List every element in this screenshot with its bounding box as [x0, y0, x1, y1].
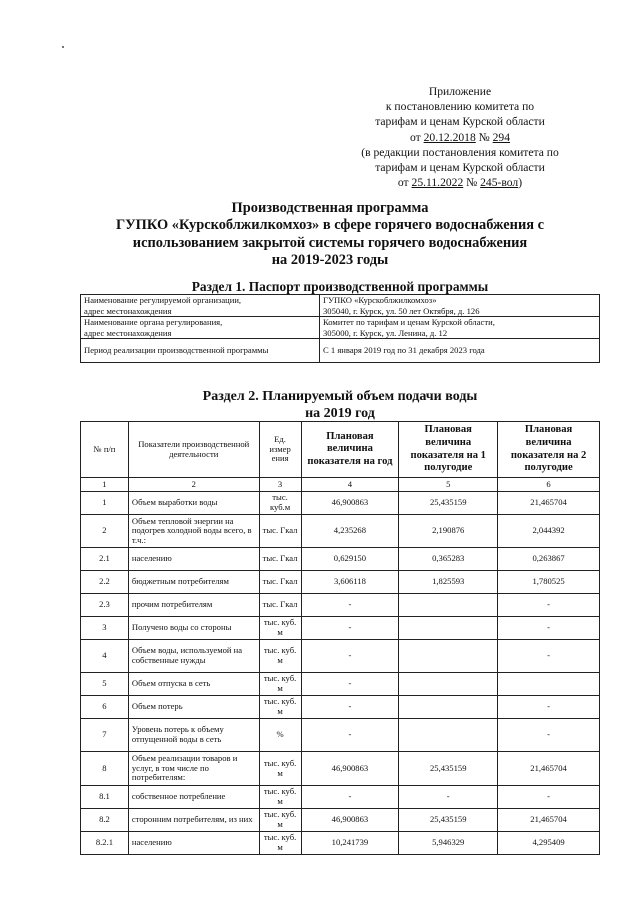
table-row: [81, 640, 600, 673]
col-header-h2: Плановая величина показателя на 2 полугодие: [498, 422, 600, 478]
appendix-line: тарифам и ценам Курской области: [375, 161, 545, 175]
row-indicator: Объем воды, используемой на собственные нужды: [128, 640, 259, 673]
label-line: Наименование регулируемой организации,: [84, 295, 242, 305]
column-index: 5: [399, 478, 498, 492]
passport-value: С 1 января 2019 год по 31 декабря 2023 года: [320, 339, 600, 363]
row-num: 2.1: [81, 548, 129, 571]
row-year: -: [301, 594, 399, 617]
table-row: [81, 786, 600, 809]
row-year: -: [301, 786, 399, 809]
document-title: [70, 200, 590, 270]
row-num: 2: [81, 515, 129, 548]
row-h2: 21,465704: [498, 492, 600, 515]
section2-title-line: на 2019 год: [305, 405, 375, 421]
row-h1: 1,825593: [399, 571, 498, 594]
row-indicator: Объем тепловой энергии на подогрев холодной воды всего, в т.ч.:: [128, 515, 259, 548]
appendix-text: ): [518, 176, 523, 190]
table-row: [81, 515, 600, 548]
resolution-number: 294: [492, 130, 511, 144]
row-h1: [399, 617, 498, 640]
col-header-num: № п/п: [81, 422, 129, 478]
passport-label: Период реализации производственной программы: [81, 339, 320, 363]
passport-label: [81, 295, 320, 317]
column-index: 3: [259, 478, 301, 492]
appendix-line: [330, 175, 590, 190]
row-unit: тыс. куб.м: [259, 492, 301, 515]
column-index: 4: [301, 478, 399, 492]
appendix-line: тарифам и ценам Курской области: [375, 115, 545, 129]
column-index-row: [81, 478, 600, 492]
row-year: -: [301, 719, 399, 752]
appendix-text: №: [463, 176, 481, 190]
row-unit: тыс. куб. м: [259, 640, 301, 673]
appendix-line: к постановлению комитета по: [385, 100, 535, 114]
row-num: 2.3: [81, 594, 129, 617]
row-num: 8.2.1: [81, 832, 129, 855]
row-h1: 5,946329: [399, 832, 498, 855]
section1-title: Раздел 1. Паспорт производственной программы: [191, 279, 489, 294]
row-indicator: населению: [128, 832, 259, 855]
passport-table: [80, 294, 600, 363]
row-h1: 25,435159: [399, 809, 498, 832]
row-h1: 2,190876: [399, 515, 498, 548]
row-h1: [399, 719, 498, 752]
row-h2: 0,263867: [498, 548, 600, 571]
label-line: Наименование органа регулирования,: [84, 317, 223, 327]
passport-row: [81, 339, 600, 363]
row-year: -: [301, 640, 399, 673]
row-unit: тыс. куб. м: [259, 786, 301, 809]
title-line: ГУПКО «Курскоблжилкомхоз» в сфере горячего водоснабжения с: [115, 217, 545, 234]
row-h1: [399, 594, 498, 617]
table-row: [81, 719, 600, 752]
row-indicator: Объем потерь: [128, 696, 259, 719]
row-year: -: [301, 673, 399, 696]
table-row: [81, 617, 600, 640]
row-year: 0,629150: [301, 548, 399, 571]
column-index: 6: [498, 478, 600, 492]
col-header-indicator: Показатели производственной деятельности: [128, 422, 259, 478]
row-num: 1: [81, 492, 129, 515]
title-line: на 2019-2023 годы: [271, 252, 389, 269]
value-line: ГУПКО «Курскоблжилкомхоз»: [323, 295, 437, 305]
row-year: 46,900863: [301, 752, 399, 786]
appendix-text: от: [397, 176, 412, 190]
row-h2: -: [498, 786, 600, 809]
table-row: [81, 492, 600, 515]
row-num: 3: [81, 617, 129, 640]
row-unit: тыс. Гкал: [259, 594, 301, 617]
row-indicator: прочим потребителям: [128, 594, 259, 617]
row-indicator: бюджетным потребителям: [128, 571, 259, 594]
appendix-line: [330, 130, 590, 145]
row-indicator: населению: [128, 548, 259, 571]
title-line: использованием закрытой системы горячего водоснабжения: [132, 234, 528, 251]
col-header-unit: Ед. измер ения: [259, 422, 301, 478]
row-num: 4: [81, 640, 129, 673]
col-header-h1: Плановая величина показателя на 1 полугодие: [399, 422, 498, 478]
row-h1: [399, 696, 498, 719]
table-row: [81, 832, 600, 855]
row-num: 8: [81, 752, 129, 786]
row-num: 7: [81, 719, 129, 752]
row-h1: -: [399, 786, 498, 809]
column-index: 2: [128, 478, 259, 492]
row-unit: тыс. Гкал: [259, 571, 301, 594]
table-row: [81, 594, 600, 617]
row-indicator: Объем реализации товаров и услуг, в том числе по потребителям:: [128, 752, 259, 786]
appendix-line: (в редакции постановления комитета по: [361, 145, 559, 159]
passport-row: [81, 317, 600, 339]
row-h2: -: [498, 594, 600, 617]
row-year: -: [301, 617, 399, 640]
row-h2: 21,465704: [498, 809, 600, 832]
row-num: 6: [81, 696, 129, 719]
value-line: 305000, г. Курск, ул. Ленина, д. 12: [323, 327, 448, 338]
row-indicator: Объем выработки воды: [128, 492, 259, 515]
label-line: адрес местонахождения: [84, 305, 172, 316]
scan-speck: [62, 46, 64, 48]
table-header-row: [81, 422, 600, 478]
row-unit: тыс. куб. м: [259, 809, 301, 832]
value-line: Комитет по тарифам и ценам Курской области,: [323, 317, 495, 327]
title-line: Производственная программа: [231, 200, 429, 216]
row-h1: 0,365283: [399, 548, 498, 571]
section2-title-line: Раздел 2. Планируемый объем подачи воды: [202, 389, 478, 404]
row-unit: тыс. Гкал: [259, 548, 301, 571]
table-row: [81, 752, 600, 786]
row-unit: %: [259, 719, 301, 752]
table-row: [81, 809, 600, 832]
row-h2: -: [498, 696, 600, 719]
row-indicator: Уровень потерь к объему отпущенной воды в сеть: [128, 719, 259, 752]
row-h1: 25,435159: [399, 492, 498, 515]
row-indicator: Объем отпуска в сеть: [128, 673, 259, 696]
row-unit: тыс. Гкал: [259, 515, 301, 548]
row-indicator: сторонним потребителям, из них: [128, 809, 259, 832]
col-header-year: Плановая величина показателя на год: [301, 422, 399, 478]
row-year: -: [301, 696, 399, 719]
appendix-line: Приложение: [428, 85, 492, 98]
section2-title: [120, 389, 560, 422]
table-row: [81, 696, 600, 719]
row-num: 2.2: [81, 571, 129, 594]
value-line: 305040, г. Курск, ул. 50 лет Октября, д. 126: [323, 305, 480, 316]
row-num: 8.1: [81, 786, 129, 809]
resolution-date: 20.12.2018: [423, 130, 476, 144]
water-supply-table: [80, 421, 600, 855]
row-year: 10,241739: [301, 832, 399, 855]
row-num: 5: [81, 673, 129, 696]
row-year: 46,900863: [301, 492, 399, 515]
appendix-text: №: [475, 130, 493, 144]
row-unit: тыс. куб. м: [259, 696, 301, 719]
row-h1: [399, 673, 498, 696]
row-num: 8.2: [81, 809, 129, 832]
row-h2: [498, 673, 600, 696]
amendment-date: 25.11.2022: [411, 176, 464, 190]
appendix-header: [330, 84, 590, 190]
row-indicator: собственное потребление: [128, 786, 259, 809]
row-unit: тыс. куб. м: [259, 832, 301, 855]
label-line: адрес местонахождения: [84, 327, 172, 338]
table-row: [81, 673, 600, 696]
row-year: 46,900863: [301, 809, 399, 832]
row-h2: 4,295409: [498, 832, 600, 855]
row-h2: 21,465704: [498, 752, 600, 786]
row-h1: 25,435159: [399, 752, 498, 786]
row-unit: тыс. куб. м: [259, 752, 301, 786]
passport-label: [81, 317, 320, 339]
row-h2: 1,780525: [498, 571, 600, 594]
amendment-number: 245-вол: [480, 176, 519, 190]
table-row: [81, 548, 600, 571]
passport-value: [320, 295, 600, 317]
row-indicator: Получено воды со стороны: [128, 617, 259, 640]
table-row: [81, 571, 600, 594]
row-h1: [399, 640, 498, 673]
row-h2: -: [498, 640, 600, 673]
passport-value: [320, 317, 600, 339]
row-year: 3,606118: [301, 571, 399, 594]
row-h2: 2,044392: [498, 515, 600, 548]
passport-row: [81, 295, 600, 317]
row-unit: тыс. куб. м: [259, 617, 301, 640]
row-year: 4,235268: [301, 515, 399, 548]
row-unit: тыс. куб. м: [259, 673, 301, 696]
appendix-text: от: [409, 130, 424, 144]
row-h2: -: [498, 617, 600, 640]
column-index: 1: [81, 478, 129, 492]
row-h2: -: [498, 719, 600, 752]
